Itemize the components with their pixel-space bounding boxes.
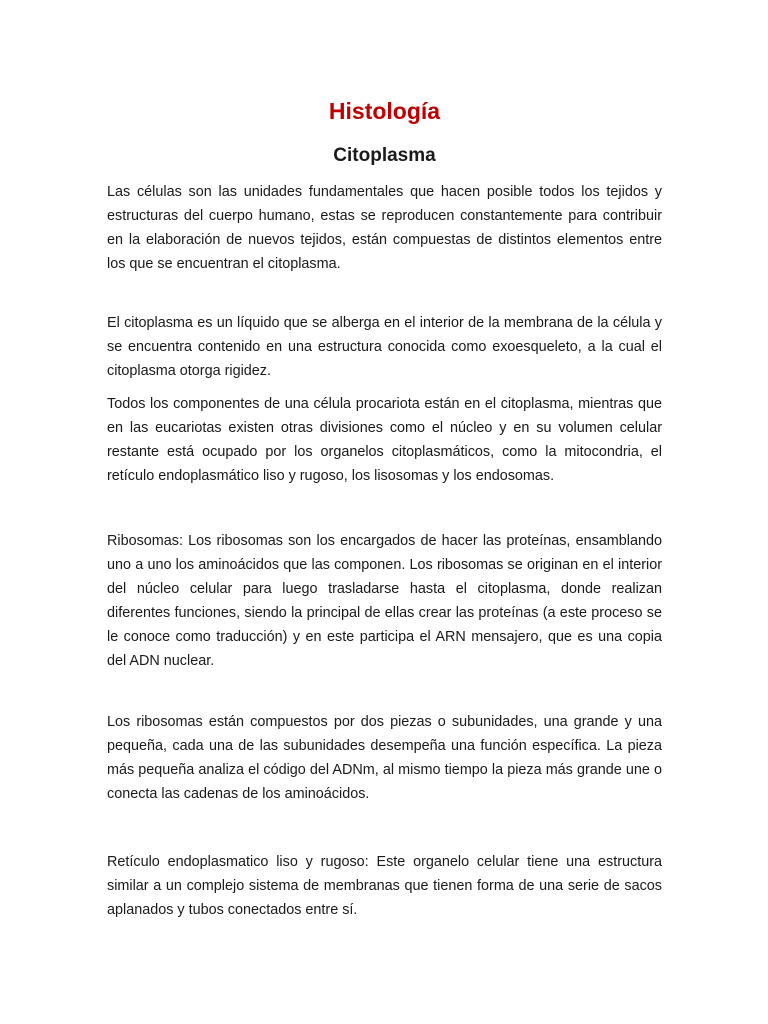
- paragraph-endoplasmic-reticulum: Retículo endoplasmatico liso y rugoso: Este organelo celular tiene una estructura similar a un complejo sistema de membranas que tienen forma de una serie de sacos aplanados y tubos conectados entre sí.: [107, 854, 662, 918]
- paragraph-cells-intro: Las células son las unidades fundamentales que hacen posible todos los tejidos y estructuras del cuerpo humano, estas se reproducen constantemente para contribuir en la elaboración de nuevos tejidos, están compuestas de distintos elementos entre los que se encuentran el citoplasma.: [107, 184, 662, 272]
- paragraph-cell-components: Todos los componentes de una célula procariota están en el citoplasma, mientras que en las eucariotas existen otras divisiones como el núcleo y en su volumen celular restante está ocupado por los organelos citoplasmáticos, como la mitocondria, el retículo endoplasmático liso y rugoso, los lisosomas y los endosomas.: [107, 396, 662, 484]
- page-title: Histología: [328, 98, 441, 124]
- paragraph-ribosomes: Ribosomas: Los ribosomas son los encargados de hacer las proteínas, ensamblando uno a uno los aminoácidos que las componen. Los ribosomas se originan en el interior del núcleo celular para luego trasladarse hasta el citoplasma, donde realizan diferentes funciones, siendo la principal de ellas crear las proteínas (a este proceso se le conoce como traducción) y en este participa el ARN mensajero, que es una copia del ADN nuclear.: [107, 533, 662, 669]
- page-subtitle: Citoplasma: [333, 145, 436, 166]
- paragraph-cytoplasm-definition: El citoplasma es un líquido que se alberga en el interior de la membrana de la célula y se encuentra contenido en una estructura conocida como exoesqueleto, a la cual el citoplasma otorga rigidez.: [107, 315, 662, 379]
- paragraph-ribosome-subunits: Los ribosomas están compuestos por dos piezas o subunidades, una grande y una pequeña, cada una de las subunidades desempeña una función específica. La pieza más pequeña analiza el código del ADNm, al mismo tiempo la pieza más grande une o conecta las cadenas de los aminoácidos.: [107, 714, 662, 802]
